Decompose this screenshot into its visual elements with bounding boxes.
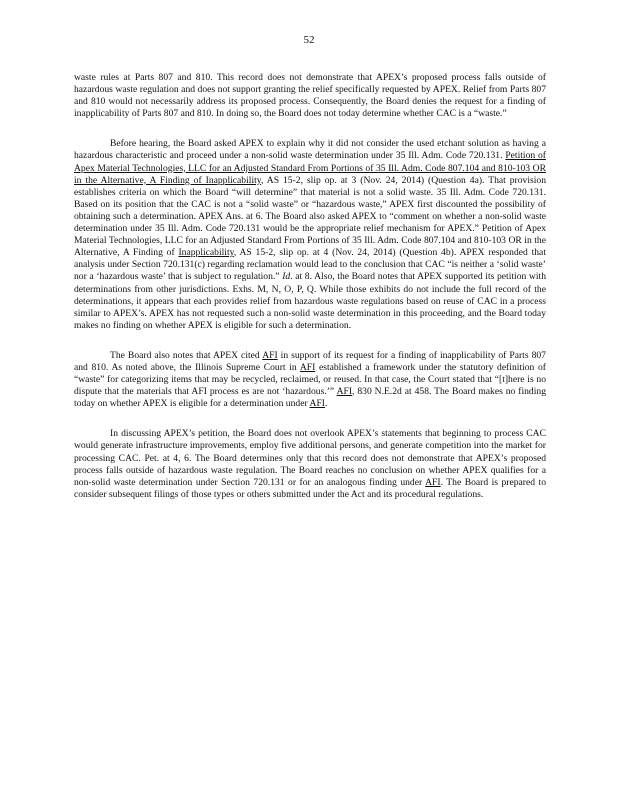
paragraph-text: , AS 15-2, slip op. at 4 (Nov. 24, 2014) (Question 4b). APEX responded that analysis under Section 720.131(c) regarding reclamation would lead to the conclusion that CAC “is neither a ‘solid waste’ nor a ‘hazardous waste’ that is subject to regulation.” xyxy=(74,247,546,283)
paragraph xyxy=(74,138,546,332)
citation-text: AFI xyxy=(336,386,353,398)
paragraph xyxy=(74,350,546,410)
paragraph xyxy=(74,72,546,120)
citation-text: Petition of Apex Material Technologies, LLC for an Adjusted Standard From Portions of 35 Ill. Adm. Code 807.104 and 810-103 OR in the Alternative, A Finding of Inapplicability xyxy=(74,150,546,186)
paragraph-text: The Board also notes that APEX cited xyxy=(110,349,263,361)
citation-text: AFI xyxy=(262,349,278,361)
citation-text: Inapplicability xyxy=(178,247,234,259)
paragraph-text: established a framework under the statutory definition of “waste” for categorizing items that may be recycled, reclaimed, or reused. In that case, the Court stated that “[t]here is no dispute that the materials that AFI process es are not ‘hazardous.’” xyxy=(74,361,547,398)
paragraph-text: waste rules at Parts 807 and 810. This record does not demonstrate that APEX’s proposed process falls outside of hazardous waste regulation and does not support granting the relief specifically requested by APEX. Relief from Parts 807 and 810 would not necessarily address its proposed process. Consequently, the Board denies the request for a finding of inapplicability of Parts 807 and 810. In doing so, the Board does not today determine whether CAC is a “waste.” xyxy=(74,72,546,120)
paragraph-text: In discussing APEX’s petition, the Board does not overlook APEX’s statements that beginning to process CAC would generate infrastructure improvements, employ five additional persons, and generate competition into the market for processing CAC. Pet. at 4, 6. The Board determines only that this record does not demonstrate that APEX’s proposed process falls outside of hazardous waste regulation. The Board reaches no conclusion on whether APEX qualifies for a non-solid waste determination under Section 720.131 or for an analogous finding under xyxy=(74,428,546,488)
paragraph-text: , AS 15-2, slip op. at 3 (Nov. 24, 2014) (Question 4a). That provision establishes criteria on which the Board “will determine” that material is not a solid waste. 35 Ill. Adm. Code 720.131. Based on its position that the CAC is not a “solid waste” or “hazardous waste,” APEX first discounted the possibility of obtaining such a determination. APEX Ans. at 6. The Board also asked APEX to “comment on whether a non-solid waste determination under 35 Ill. Adm. Code 720.131 would be the appropriate relief mechanism for APEX.” Petition of Apex Material Technologies, LLC for an Adjusted Standard From Portions of 35 Ill. Adm. Code 807.104 and 810-103 OR in the Alternative, A Finding of xyxy=(74,174,546,259)
paragraph-text: , 830 N.E.2d at 458. The Board makes no finding today on whether APEX is eligible for a determination under xyxy=(74,386,546,410)
citation-text: AFI xyxy=(425,476,441,488)
paragraph-text: Before hearing, the Board asked APEX to explain why it did not consider the used etchant solution as having a hazardous characteristic and proceed under a non-solid waste determination under 35 Ill. Adm. Code 720.131. xyxy=(74,138,546,162)
paragraph-text: . xyxy=(325,398,328,410)
page-number: 52 xyxy=(303,34,315,46)
citation-text: AFI xyxy=(299,361,316,373)
paragraph xyxy=(74,428,546,501)
citation-text: AFI xyxy=(309,398,325,410)
paragraph-text: in support of its request for a finding of inapplicability of Parts 807 and 810. As noted above, the Illinois Supreme Court in xyxy=(74,349,546,373)
italic-text: Id xyxy=(282,271,291,283)
document-body xyxy=(74,72,546,519)
paragraph-text: . at 8. Also, the Board notes that APEX supported its petition with determinations from other jurisdictions. Exhs. M, N, O, P, Q. While those exhibits do not include the full record of the determinations, it appears that each provides relief from hazardous waste regulations based on reuse of CAC in a process similar to APEX’s. APEX has not requested such a non-solid waste determination in this proceeding, and the Board today makes no finding on whether APEX is eligible for such a determination. xyxy=(74,271,546,331)
paragraph-text: . The Board is prepared to consider subsequent filings of those types or others submitted under the Act and its procedural regulations. xyxy=(74,476,547,500)
